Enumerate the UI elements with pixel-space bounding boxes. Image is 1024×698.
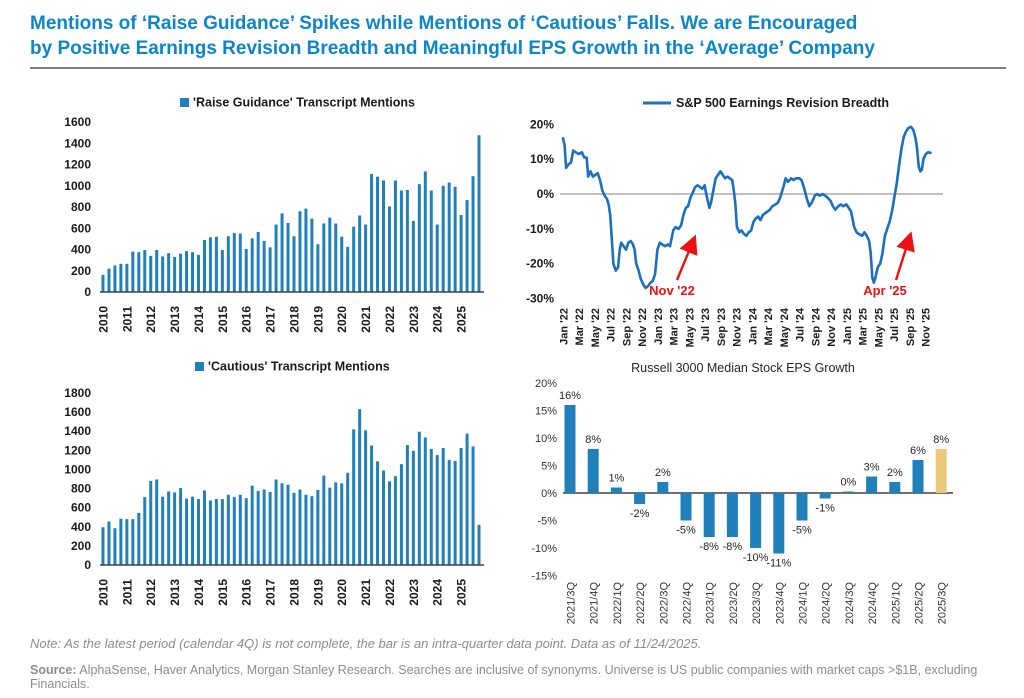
bar bbox=[257, 232, 260, 292]
bar bbox=[119, 519, 122, 565]
bar bbox=[292, 493, 295, 565]
x-tick-label: 2025 bbox=[454, 306, 469, 333]
bar bbox=[257, 491, 260, 565]
y-tick-label: 0 bbox=[84, 558, 91, 572]
x-tick-label: Jul '25 bbox=[889, 308, 902, 342]
y-tick-label: 400 bbox=[70, 519, 91, 534]
bar bbox=[167, 491, 170, 565]
bar bbox=[197, 499, 200, 565]
y-tick-label: -30% bbox=[525, 291, 554, 306]
x-tick-label: Jan '24 bbox=[747, 308, 760, 345]
bar bbox=[125, 264, 128, 292]
bar bbox=[364, 225, 367, 292]
bar bbox=[251, 238, 254, 292]
y-tick-label: 400 bbox=[70, 242, 91, 257]
bar bbox=[203, 490, 206, 565]
legend-label: 'Raise Guidance' Transcript Mentions bbox=[193, 95, 415, 110]
x-tick-label: 2020 bbox=[335, 579, 350, 606]
bar bbox=[167, 253, 170, 292]
x-tick-label: Mar '25 bbox=[857, 308, 870, 346]
bar bbox=[185, 251, 188, 292]
bar bbox=[936, 449, 947, 493]
bar bbox=[113, 528, 116, 565]
bar bbox=[107, 269, 110, 292]
bar bbox=[400, 464, 403, 565]
bar bbox=[179, 254, 182, 292]
bar bbox=[185, 499, 188, 565]
annotation-label: Nov '22 bbox=[649, 283, 695, 298]
bar bbox=[209, 237, 212, 292]
bar bbox=[125, 519, 128, 565]
bar bbox=[245, 249, 248, 292]
x-tick-label: Nov '24 bbox=[826, 308, 839, 347]
bar-value-label: -5% bbox=[792, 524, 812, 537]
x-tick-label: 2016 bbox=[239, 306, 254, 333]
bar bbox=[179, 488, 182, 565]
bar bbox=[430, 191, 433, 292]
bar bbox=[394, 476, 397, 565]
bar-value-label: 1% bbox=[608, 472, 625, 485]
bar bbox=[478, 135, 481, 292]
x-tick-label: 2022/1Q bbox=[611, 582, 624, 625]
bar bbox=[448, 183, 451, 292]
footnote: Note: As the latest period (calendar 4Q) is not complete, the bar is an intra-quarter data point. Data as of 11/24/2025. bbox=[30, 636, 702, 651]
y-tick-label: 200 bbox=[70, 263, 91, 278]
bar bbox=[376, 177, 379, 292]
bar bbox=[442, 186, 445, 292]
bar bbox=[588, 449, 599, 493]
bar bbox=[406, 190, 409, 292]
bar bbox=[149, 256, 152, 292]
bar-value-label: -1% bbox=[815, 502, 835, 515]
y-tick-label: 0% bbox=[541, 488, 557, 500]
y-tick-label: 1000 bbox=[64, 178, 91, 193]
x-tick-label: Mar '24 bbox=[763, 308, 776, 346]
x-tick-label: Jan '22 bbox=[558, 308, 571, 345]
earnings-revision-breadth-chart bbox=[525, 92, 1015, 354]
bar bbox=[376, 461, 379, 565]
x-tick-label: 2021/4Q bbox=[588, 582, 601, 625]
y-tick-label: 800 bbox=[70, 200, 91, 214]
bar bbox=[750, 493, 761, 548]
bar bbox=[472, 447, 475, 565]
y-tick-label: 0% bbox=[536, 187, 554, 201]
bar-value-label: 2% bbox=[886, 467, 903, 479]
x-tick-label: 2011 bbox=[120, 306, 135, 333]
x-tick-label: 2010 bbox=[96, 306, 111, 333]
bar bbox=[281, 213, 284, 292]
x-tick-label: 2017 bbox=[263, 579, 278, 606]
x-tick-label: Mar '23 bbox=[668, 308, 681, 346]
bar bbox=[352, 227, 355, 292]
x-tick-label: 2024/4Q bbox=[867, 582, 880, 625]
bar bbox=[454, 461, 457, 565]
bar bbox=[275, 225, 278, 292]
bar bbox=[466, 200, 469, 292]
x-tick-label: 2023 bbox=[406, 306, 421, 333]
bar bbox=[316, 490, 319, 565]
bar-value-label: 8% bbox=[933, 434, 950, 446]
bar bbox=[233, 233, 236, 292]
source-label: Source: bbox=[30, 663, 77, 677]
chart-title: Russell 3000 Median Stock EPS Growth bbox=[631, 361, 855, 375]
y-tick-label: 1800 bbox=[64, 386, 91, 400]
x-tick-label: 2025 bbox=[454, 579, 469, 606]
bar bbox=[704, 493, 715, 537]
bar bbox=[611, 488, 622, 494]
bar bbox=[866, 477, 877, 494]
bar bbox=[191, 497, 194, 565]
y-tick-label: 1600 bbox=[64, 405, 91, 420]
bar bbox=[442, 448, 445, 565]
x-tick-label: May '24 bbox=[778, 308, 791, 348]
bar bbox=[436, 225, 439, 292]
bar bbox=[797, 493, 808, 521]
bar bbox=[143, 250, 146, 292]
bar bbox=[209, 501, 212, 566]
bar bbox=[388, 206, 391, 292]
bar bbox=[340, 483, 343, 565]
bar bbox=[400, 191, 403, 292]
bar bbox=[843, 492, 854, 494]
x-tick-label: Mar '22 bbox=[574, 308, 587, 346]
bar bbox=[412, 451, 415, 565]
x-tick-label: Jul '22 bbox=[605, 308, 618, 342]
x-tick-label: Jul '24 bbox=[794, 308, 807, 342]
bar bbox=[287, 223, 290, 292]
bar-value-label: -8% bbox=[722, 541, 743, 553]
bar bbox=[322, 223, 325, 292]
bar bbox=[394, 180, 397, 292]
y-tick-label: 600 bbox=[70, 500, 91, 515]
bar bbox=[227, 236, 230, 292]
page-title bbox=[30, 12, 1002, 61]
bar bbox=[418, 184, 421, 292]
x-tick-label: 2019 bbox=[311, 579, 326, 606]
bar bbox=[304, 209, 307, 292]
x-tick-label: 2010 bbox=[96, 579, 111, 606]
raise-guidance-chart bbox=[30, 92, 510, 354]
x-tick-label: May '25 bbox=[873, 308, 886, 348]
bar bbox=[340, 237, 343, 292]
x-tick-label: 2023/3Q bbox=[751, 582, 764, 625]
x-tick-label: 2023 bbox=[406, 579, 421, 606]
x-tick-label: 2024 bbox=[430, 579, 445, 606]
x-tick-label: May '23 bbox=[684, 308, 697, 348]
x-tick-label: 2025/1Q bbox=[890, 582, 903, 625]
bar bbox=[131, 252, 134, 292]
x-tick-label: 2024/3Q bbox=[843, 582, 856, 625]
bar bbox=[889, 482, 900, 493]
x-tick-label: 2024/1Q bbox=[797, 582, 810, 625]
x-tick-label: Jul '23 bbox=[700, 308, 713, 342]
bar bbox=[119, 264, 122, 292]
bar bbox=[388, 481, 391, 565]
bar-value-label: -11% bbox=[766, 557, 792, 570]
bar bbox=[681, 493, 692, 521]
x-tick-label: 2023/1Q bbox=[704, 582, 717, 625]
y-tick-label: -15% bbox=[531, 570, 557, 583]
bar bbox=[460, 448, 463, 565]
bar bbox=[310, 219, 313, 292]
x-tick-label: Sep '24 bbox=[810, 308, 823, 347]
bar bbox=[478, 525, 481, 565]
x-tick-label: 2021 bbox=[359, 579, 374, 606]
bar bbox=[472, 176, 475, 292]
bar bbox=[328, 488, 331, 565]
bar-value-label: -5% bbox=[676, 524, 696, 537]
bar-value-label: -2% bbox=[629, 508, 650, 520]
bar bbox=[221, 250, 224, 292]
bar bbox=[263, 241, 266, 292]
x-tick-label: 2022/2Q bbox=[635, 582, 648, 625]
legend-marker bbox=[195, 362, 204, 371]
bar bbox=[251, 486, 254, 565]
x-tick-label: 2011 bbox=[120, 579, 135, 606]
bar bbox=[239, 234, 242, 292]
bar bbox=[634, 493, 645, 504]
x-tick-label: Jan '25 bbox=[841, 308, 854, 345]
y-tick-label: 1400 bbox=[64, 136, 91, 151]
bar bbox=[466, 434, 469, 565]
bar-value-label: 8% bbox=[585, 434, 602, 446]
bar bbox=[143, 497, 146, 565]
bar bbox=[239, 495, 242, 565]
y-tick-label: 200 bbox=[70, 538, 91, 553]
page-title-line1: Mentions of ‘Raise Guidance’ Spikes while Mentions of ‘Cautious’ Falls. We are Encouraged bbox=[30, 13, 858, 34]
bar-value-label: 16% bbox=[558, 390, 582, 402]
y-tick-label: -10% bbox=[531, 543, 557, 555]
y-tick-label: 20% bbox=[529, 117, 554, 132]
x-tick-label: 2022 bbox=[382, 306, 397, 333]
y-tick-label: 1000 bbox=[64, 462, 91, 477]
bar bbox=[820, 493, 831, 499]
bar bbox=[101, 527, 104, 565]
bar bbox=[352, 429, 355, 565]
eps-growth-chart bbox=[525, 356, 1015, 632]
x-tick-label: 2019 bbox=[311, 306, 326, 333]
x-tick-label: 2021 bbox=[359, 306, 374, 333]
x-tick-label: Sep '22 bbox=[621, 308, 634, 347]
bar bbox=[448, 460, 451, 565]
bar bbox=[346, 247, 349, 292]
bar bbox=[275, 479, 278, 565]
x-tick-label: 2024/2Q bbox=[820, 582, 833, 625]
bar bbox=[322, 476, 325, 565]
bar bbox=[424, 437, 427, 565]
y-tick-label: 20% bbox=[534, 378, 557, 390]
y-tick-label: 1400 bbox=[64, 424, 91, 439]
x-tick-label: 2012 bbox=[144, 306, 159, 333]
x-tick-label: Nov '22 bbox=[637, 308, 650, 347]
x-tick-label: 2015 bbox=[215, 306, 230, 333]
bar bbox=[913, 460, 924, 493]
bar bbox=[173, 492, 176, 565]
bar bbox=[221, 499, 224, 565]
breadth-line bbox=[563, 127, 931, 288]
x-tick-label: 2022/3Q bbox=[658, 582, 671, 625]
bar-value-label: -8% bbox=[699, 541, 719, 553]
bar bbox=[269, 247, 272, 292]
x-tick-label: 2023/2Q bbox=[727, 582, 740, 625]
page-title-line2: by Positive Earnings Revision Breadth and Meaningful EPS Growth in the ‘Average’ Company bbox=[30, 37, 875, 59]
bar bbox=[316, 244, 319, 292]
bar bbox=[113, 265, 116, 292]
x-tick-label: 2017 bbox=[263, 306, 278, 333]
x-tick-label: 2015 bbox=[215, 579, 230, 606]
bar bbox=[382, 180, 385, 292]
x-tick-label: Nov '23 bbox=[731, 308, 744, 347]
bar bbox=[197, 255, 200, 292]
x-tick-label: 2013 bbox=[168, 306, 183, 333]
bar bbox=[460, 215, 463, 292]
x-tick-label: 2020 bbox=[335, 306, 350, 333]
x-tick-label: 2021/3Q bbox=[565, 582, 578, 625]
x-tick-label: Nov '25 bbox=[920, 308, 933, 347]
bar-value-label: 3% bbox=[863, 461, 880, 474]
y-tick-label: 1200 bbox=[64, 443, 91, 458]
title-underline bbox=[30, 67, 1006, 69]
x-tick-label: 2018 bbox=[287, 306, 302, 333]
bar-value-label: 6% bbox=[910, 445, 926, 457]
bar bbox=[161, 256, 164, 292]
y-tick-label: 1600 bbox=[64, 115, 91, 129]
x-tick-label: 2022/4Q bbox=[681, 582, 694, 625]
y-tick-label: 5% bbox=[541, 460, 557, 473]
bar bbox=[358, 409, 361, 565]
legend-label: S&P 500 Earnings Revision Breadth bbox=[676, 96, 890, 110]
x-tick-label: 2012 bbox=[144, 579, 159, 606]
bar bbox=[101, 275, 104, 292]
source-line bbox=[30, 663, 1010, 691]
y-tick-label: 10% bbox=[529, 152, 554, 167]
source-text: AlphaSense, Haver Analytics, Morgan Stanley Research. Searches are inclusive of synonyms. Universe is US public companies with market caps >$1B, excluding Financials. bbox=[30, 663, 978, 691]
bar bbox=[227, 495, 230, 565]
bar bbox=[412, 221, 415, 292]
x-tick-label: May '22 bbox=[589, 308, 602, 348]
bar bbox=[436, 455, 439, 565]
bar bbox=[334, 482, 337, 565]
bar bbox=[173, 257, 176, 292]
bar bbox=[773, 493, 784, 554]
bar bbox=[245, 498, 248, 565]
bar bbox=[161, 497, 164, 565]
bar bbox=[155, 479, 158, 565]
y-tick-label: -10% bbox=[525, 221, 554, 236]
bar bbox=[269, 492, 272, 565]
y-tick-label: 800 bbox=[70, 481, 91, 496]
bar bbox=[287, 485, 290, 565]
x-tick-label: 2016 bbox=[239, 579, 254, 606]
bar bbox=[565, 405, 576, 493]
bar bbox=[131, 519, 134, 565]
bar bbox=[406, 445, 409, 565]
x-tick-label: 2014 bbox=[191, 579, 206, 606]
bar bbox=[191, 252, 194, 292]
x-tick-label: 2023/4Q bbox=[774, 582, 787, 625]
bar bbox=[358, 216, 361, 293]
bar bbox=[418, 432, 421, 565]
y-tick-label: 15% bbox=[534, 405, 557, 418]
legend-label: 'Cautious' Transcript Mentions bbox=[208, 359, 390, 374]
y-tick-label: 1200 bbox=[64, 157, 91, 172]
y-tick-label: -20% bbox=[525, 256, 554, 271]
bar bbox=[215, 237, 218, 292]
annotation-arrow bbox=[896, 236, 910, 280]
bar bbox=[233, 497, 236, 565]
bar-value-label: 2% bbox=[654, 467, 671, 479]
bar bbox=[424, 171, 427, 292]
bar bbox=[454, 187, 457, 292]
bar bbox=[149, 481, 152, 565]
bar bbox=[430, 449, 433, 565]
cautious-chart bbox=[30, 356, 510, 632]
x-tick-label: 2018 bbox=[287, 579, 302, 606]
y-tick-label: -5% bbox=[537, 515, 557, 528]
bar bbox=[370, 174, 373, 292]
bar bbox=[382, 470, 385, 565]
bar bbox=[298, 211, 301, 292]
y-tick-label: 10% bbox=[534, 433, 557, 445]
annotation-arrow bbox=[677, 239, 694, 280]
bar-value-label: -10% bbox=[742, 552, 769, 564]
bar bbox=[137, 513, 140, 565]
annotation-label: Apr '25 bbox=[863, 283, 907, 298]
bar bbox=[281, 483, 284, 565]
bar bbox=[727, 493, 738, 537]
x-tick-label: 2024 bbox=[430, 306, 445, 333]
bar bbox=[657, 482, 668, 493]
x-tick-label: 2013 bbox=[168, 579, 183, 606]
bar bbox=[370, 446, 373, 565]
y-tick-label: 600 bbox=[70, 221, 91, 236]
bar bbox=[203, 240, 206, 292]
x-tick-label: Sep '25 bbox=[904, 308, 917, 347]
x-tick-label: 2022 bbox=[382, 579, 397, 606]
x-tick-label: Sep '23 bbox=[715, 308, 728, 347]
bar bbox=[292, 236, 295, 292]
legend-marker bbox=[180, 98, 189, 107]
bar bbox=[107, 522, 110, 565]
x-tick-label: 2025/3Q bbox=[936, 582, 949, 625]
bar bbox=[346, 473, 349, 565]
bar bbox=[155, 250, 158, 292]
bar bbox=[298, 490, 301, 565]
bar bbox=[310, 496, 313, 565]
bar bbox=[137, 252, 140, 292]
bar bbox=[215, 499, 218, 565]
bar bbox=[263, 490, 266, 565]
bar bbox=[334, 223, 337, 292]
x-tick-label: 2025/2Q bbox=[913, 582, 926, 625]
x-tick-label: Jan '23 bbox=[652, 308, 665, 345]
x-tick-label: 2014 bbox=[191, 306, 206, 333]
y-tick-label: 0 bbox=[84, 285, 91, 299]
bar bbox=[304, 495, 307, 565]
bar-value-label: 0% bbox=[840, 476, 857, 489]
bar bbox=[364, 430, 367, 565]
bar bbox=[328, 218, 331, 292]
